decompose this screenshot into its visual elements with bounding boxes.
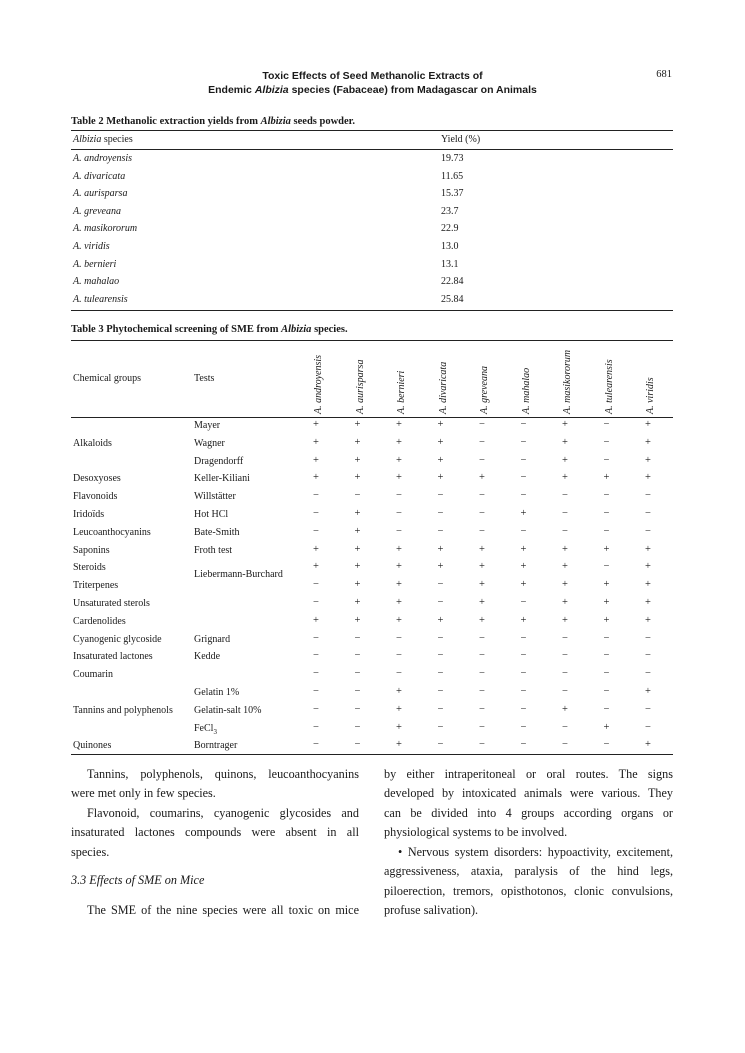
table3-mid-rule [71, 417, 673, 418]
caption-genus: Albizia [281, 324, 312, 335]
table3-species-header: A. tulearensis [603, 359, 615, 414]
table3-mark-cell: − [354, 668, 361, 680]
table3-mark-cell: − [479, 508, 485, 519]
table3-group-cell: Iridoïds [73, 509, 105, 520]
text-line: Flavonoid, coumarins, cyanogenic glycosides and [87, 806, 359, 820]
table3-mark-cell: − [437, 668, 444, 680]
table3-mark-cell: + [645, 597, 651, 608]
table2-species-cell: A. bernieri [73, 258, 117, 270]
table3-mark-cell: + [313, 454, 319, 466]
table3-group-cell: Tannins and polyphenols [73, 704, 173, 716]
caption-text: Table 2 Methanolic extraction yields from [71, 116, 261, 127]
table3-mark-cell: + [520, 614, 527, 626]
table3-mark-cell: − [313, 490, 319, 502]
page-number: 681 [656, 69, 672, 80]
table3-mark-cell: − [354, 650, 361, 662]
table3-mark-cell: − [396, 490, 402, 502]
table3-mark-cell: − [313, 508, 319, 519]
table3-mark-cell: + [645, 454, 651, 466]
table3-mark-cell: − [313, 739, 319, 751]
table3-test-cell: Willstätter [194, 491, 236, 503]
table3-mark-cell: + [645, 561, 651, 573]
table3-mark-cell: + [479, 561, 485, 573]
table3-mark-cell: − [354, 721, 361, 733]
table3-mark-cell: + [562, 454, 568, 466]
table3-mark-cell: + [479, 543, 485, 555]
table3-mark-cell: + [313, 419, 319, 430]
text-line: insaturated lactones compounds were absent in all [71, 825, 359, 840]
table3-mark-cell: − [437, 650, 444, 662]
table3-mark-cell: − [520, 686, 527, 697]
table3-group-cell: Cyanogenic glycoside [73, 633, 162, 645]
table3-mark-cell: + [437, 436, 444, 448]
table3-top-rule [71, 340, 673, 341]
table3-group-cell: Cardenolides [73, 615, 126, 627]
table3-mark-cell: + [645, 686, 651, 697]
table3-mark-cell: − [396, 668, 402, 680]
table2-row [71, 257, 673, 275]
fecl-subscript: 3 [213, 727, 217, 736]
table3-mark-cell: − [520, 739, 527, 751]
table2-yield-cell: 22.84 [441, 276, 464, 288]
table3-mark-cell: − [354, 632, 361, 644]
table2-row [71, 204, 673, 222]
table3-mark-cell: + [396, 739, 402, 751]
table3-mark-cell: − [396, 632, 402, 644]
table3-bottom-rule [71, 754, 673, 755]
table3-test-cell: Grignard [194, 633, 231, 645]
table3-group-cell: Leucoanthocyanins [73, 526, 151, 538]
table3-mark-cell: − [603, 436, 610, 448]
table3-group-cell: Coumarin [73, 669, 113, 681]
table2-species-cell: A. androyensis [73, 153, 133, 164]
table3-mark-cell: − [603, 650, 610, 662]
table3-mark-cell: − [520, 721, 527, 733]
table3-mark-cell: − [313, 686, 319, 697]
table3-species-header: A. bernieri [396, 370, 407, 414]
table3-mark-cell: + [396, 419, 402, 430]
table3-mark-cell: + [479, 597, 485, 608]
table3-mark-cell: + [479, 614, 485, 626]
table3-mark-cell: − [313, 668, 319, 680]
table3-caption [71, 324, 348, 335]
table3-mark-cell: − [479, 525, 485, 537]
table3-mark-cell: − [313, 650, 319, 662]
title-text: species (Fabaceae) from Madagascar on Animals [288, 84, 537, 96]
table3-mark-cell: − [603, 454, 610, 466]
table2-row [71, 292, 673, 310]
table3-test-cell: FeCl$_3$ [194, 722, 217, 736]
table3-mark-cell: + [645, 543, 651, 555]
table3-mark-cell: − [479, 650, 485, 662]
table3-group-cell: Flavonoids [73, 491, 118, 503]
table3-mark-cell: − [562, 739, 568, 751]
table2-species-cell: A. divaricata [73, 170, 126, 182]
table3-mark-cell: + [396, 703, 402, 715]
table3-mark-cell: + [396, 561, 402, 573]
text-line: developed by intoxicated animals were various. They [384, 786, 673, 801]
table2-yield-cell: 25.84 [441, 293, 464, 305]
text-line: aggressiveness, ataxia, paralysis of the hind legs, [384, 864, 673, 879]
table3-mark-cell: + [313, 472, 319, 484]
table3-mark-cell: + [645, 419, 651, 430]
table3-group-cell: Unsaturated sterols [73, 598, 150, 609]
table3-test-cell: Dragendorff [194, 455, 244, 467]
table3-mark-cell: − [603, 703, 610, 715]
table3-test-cell: Gelatin 1% [194, 687, 240, 698]
table3-mark-cell: + [437, 561, 444, 573]
table3-mark-cell: − [645, 632, 651, 644]
table3-mark-cell: − [437, 739, 444, 751]
table3-mark-cell: + [562, 436, 568, 448]
table3-mark-cell: − [520, 419, 527, 430]
table3-test-cell: Kedde [194, 651, 221, 663]
table3-group-cell: Desoxyoses [73, 473, 121, 485]
text-line: piloerection, tremors, opisthotonos, clonic convulsions, [384, 883, 673, 898]
table2-row [71, 274, 673, 292]
text-line: Tannins, polyphenols, quinons, leucoanthocyanins [87, 767, 359, 781]
table3-mark-cell: − [520, 650, 527, 662]
table3-mark-cell: − [603, 525, 610, 537]
table3-mark-cell: − [562, 525, 568, 537]
table3-mark-cell: − [645, 703, 651, 715]
table2-caption [71, 116, 355, 127]
table3-mark-cell: − [520, 490, 527, 502]
title-text: Endemic [208, 84, 255, 96]
caption-text: Table 3 Phytochemical screening of SME from [71, 324, 282, 335]
section-heading: 3.3 Effects of SME on Mice [71, 873, 205, 887]
table3-species-header: A. aurisparsa [354, 359, 366, 414]
table3-mark-cell: − [313, 525, 319, 537]
bullet-text: Nervous system disorders: hypoactivity, excitement, [407, 845, 673, 859]
table3-mark-cell: − [520, 703, 527, 715]
table3-mark-cell: − [479, 490, 485, 502]
table3-mark-cell: − [437, 703, 444, 715]
table3-test-cell: Hot HCl [194, 509, 229, 520]
table3-mark-cell: + [603, 597, 610, 608]
table2-col-yield: Yield (%) [441, 134, 481, 145]
table3-mark-cell: + [396, 614, 402, 626]
table3-mark-cell: + [479, 472, 485, 484]
table3-mark-cell: + [437, 614, 444, 626]
table3-mark-cell: − [479, 703, 485, 715]
table3-mark-cell: + [562, 543, 568, 555]
table3-mark-cell: − [520, 525, 527, 537]
table3-mark-cell: − [437, 579, 444, 591]
table3-mark-cell: − [354, 739, 361, 751]
table2-row [71, 151, 673, 169]
table3-mark-cell: − [603, 739, 610, 751]
table2-yield-cell: 13.1 [441, 258, 459, 270]
table3-mark-cell: + [396, 579, 402, 591]
running-title-line1: Toxic Effects of Seed Methanolic Extracts of [262, 70, 483, 82]
table2-col-species [73, 134, 133, 145]
table3-mark-cell: − [562, 632, 568, 644]
table2-header-row [71, 132, 673, 150]
running-title [120, 69, 625, 97]
table3-mark-cell: − [603, 508, 610, 519]
table3-mark-cell: + [603, 579, 610, 591]
table3-mark-cell: + [313, 436, 319, 448]
table3-mark-cell: + [562, 703, 568, 715]
table3-mark-cell: + [354, 436, 361, 448]
table3-group-cell: Saponins [73, 544, 110, 556]
table2-species-cell: A. greveana [73, 205, 121, 217]
left-paragraph-1 [71, 765, 359, 804]
table3-mark-cell: − [437, 597, 444, 608]
table3-species-header: A. divaricata [437, 361, 449, 414]
table3-test-cell: Bate-Smith [194, 526, 240, 538]
table3-mark-cell: − [479, 721, 485, 733]
table3-mark-cell: + [354, 454, 361, 466]
table3-mark-cell: − [313, 579, 319, 591]
table2-yield-cell: 11.65 [441, 170, 464, 182]
table3-group-cell: Alkaloids [73, 437, 112, 449]
table3-mark-cell: + [354, 508, 361, 519]
table3-group-cell: Quinones [73, 740, 112, 752]
table2-species-cell: A. aurisparsa [73, 188, 128, 200]
table3-mark-cell: + [396, 597, 402, 608]
table3-group-cell: Triterpenes [73, 580, 119, 592]
table3-mark-cell: − [603, 686, 610, 697]
table3-mark-cell: + [520, 579, 527, 591]
table3-mark-cell: + [396, 686, 402, 697]
table3-mark-cell: − [645, 490, 651, 502]
table2-top-rule [71, 130, 673, 131]
text-line: The SME of the nine species were all toxic on mice [87, 903, 359, 917]
table3-mark-cell: + [645, 472, 651, 484]
table2-yield-cell: 23.7 [441, 205, 459, 217]
table2-row [71, 221, 673, 239]
table3-species-header: A. viridis [645, 377, 656, 414]
table3-mark-cell: + [313, 543, 319, 555]
table3-mark-cell: − [479, 419, 485, 430]
table3-mark-cell: − [437, 508, 444, 519]
table3-mark-cell: − [437, 632, 444, 644]
table3-col-groups: Chemical groups [73, 373, 142, 384]
table3-mark-cell: − [562, 721, 568, 733]
table3-mark-cell: − [354, 703, 361, 715]
text-line [384, 843, 673, 862]
table3-mark-cell: − [645, 721, 651, 733]
table3-species-header: A. androyensis [313, 354, 324, 414]
table3-mark-cell: + [354, 472, 361, 484]
table3-mark-cell: + [603, 543, 610, 555]
table2-row [71, 169, 673, 187]
table3-mark-cell: + [645, 614, 651, 626]
table3-mark-cell: + [437, 454, 444, 466]
table3-mark-cell: − [313, 597, 319, 608]
table3-mark-cell: + [562, 597, 568, 608]
table3-mark-cell: − [603, 668, 610, 680]
table2-row [71, 239, 673, 257]
caption-genus: Albizia [260, 116, 291, 127]
table3-mark-cell: + [354, 579, 361, 591]
col-text: species [101, 134, 133, 145]
table3-mark-cell: + [645, 436, 651, 448]
table3-mark-cell: − [313, 721, 319, 733]
table3-mark-cell: − [520, 454, 527, 466]
table3-mark-cell: + [603, 614, 610, 626]
table3-mark-cell: − [645, 650, 651, 662]
table3-mark-cell: + [603, 721, 610, 733]
table3-mark-cell: + [396, 721, 402, 733]
table2-yield-cell: 13.0 [441, 241, 459, 252]
col-genus: Albizia [73, 134, 102, 145]
table2-yield-cell: 19.73 [441, 153, 464, 164]
table3-mark-cell: − [313, 703, 319, 715]
table3-mark-cell: + [313, 561, 319, 573]
table3-mark-cell: + [396, 454, 402, 466]
table3-mark-cell: − [354, 686, 361, 697]
table3-mark-cell: + [313, 614, 319, 626]
table3-mark-cell: − [562, 490, 568, 502]
table3-mark-cell: + [562, 472, 568, 484]
table3-mark-cell: − [437, 686, 444, 697]
table3-mark-cell: − [603, 561, 610, 573]
table3-test-cell: Borntrager [194, 740, 238, 752]
left-paragraph-2 [71, 804, 359, 862]
table3-mark-cell: + [645, 579, 651, 591]
table2-yield-cell: 15.37 [441, 188, 464, 200]
table3-mark-cell: − [354, 490, 361, 502]
table3-test-cell: Keller-Kiliani [194, 473, 250, 485]
table3-mark-cell: − [520, 436, 527, 448]
table3-mark-cell: + [562, 614, 568, 626]
right-paragraph-1 [384, 765, 673, 842]
table3-mark-cell: + [354, 525, 361, 537]
table3-mark-cell: − [520, 668, 527, 680]
caption-text: seeds powder. [290, 116, 355, 127]
table3-mark-cell: + [437, 543, 444, 555]
table3-mark-cell: − [562, 686, 568, 697]
table3-col-tests: Tests [194, 373, 215, 384]
table2-row [71, 186, 673, 204]
table2-yield-cell: 22.9 [441, 223, 459, 235]
table2-mid-rule [71, 149, 673, 150]
table3-mark-cell: + [520, 543, 527, 555]
table3-mark-cell: + [520, 561, 527, 573]
table3-mark-cell: + [396, 472, 402, 484]
table3-mark-cell: + [562, 419, 568, 430]
table2-species-cell: A. masikororum [73, 223, 138, 235]
table3-mark-cell: − [562, 668, 568, 680]
table2-species-cell: A. mahalao [73, 276, 120, 288]
table3-mark-cell: + [562, 561, 568, 573]
table3-mark-cell: + [645, 739, 651, 751]
table3-mark-cell: − [562, 650, 568, 662]
table3-mark-cell: + [396, 543, 402, 555]
table3-mark-cell: + [437, 472, 444, 484]
table3-mark-cell: + [479, 579, 485, 591]
table3-liebermann-test: Liebermann-Burchard [194, 569, 283, 580]
table3-mark-cell: + [437, 419, 444, 430]
running-title-line2 [120, 83, 625, 97]
table3-mark-cell: − [479, 668, 485, 680]
table3-test-cell: Gelatin-salt 10% [194, 704, 262, 716]
table3-mark-cell: − [520, 597, 527, 608]
table2-species-cell: A. viridis [73, 241, 110, 252]
table3-mark-cell: − [479, 739, 485, 751]
table3-mark-cell: − [603, 419, 610, 430]
table3-test-cell: Mayer [194, 420, 221, 431]
table3-mark-cell: + [354, 614, 361, 626]
title-genus: Albizia [254, 84, 289, 96]
table3-group-cell: Insaturated lactones [73, 651, 153, 663]
table3-mark-cell: − [645, 668, 651, 680]
table3-mark-cell: + [354, 543, 361, 555]
table3-mark-cell: − [437, 525, 444, 537]
table2-bottom-rule [71, 310, 673, 311]
table3-mark-cell: − [520, 472, 527, 484]
table3-mark-cell: − [396, 650, 402, 662]
bullet-icon: • [398, 845, 403, 859]
caption-text: species. [311, 324, 348, 335]
table3-mark-cell: − [396, 508, 402, 519]
table3-mark-cell: + [354, 561, 361, 573]
table3-group-cell: Steroids [73, 562, 106, 574]
text-line: physiological systems to be involved. [384, 824, 568, 839]
table3-mark-cell: − [313, 632, 319, 644]
table3-test-cell: Froth test [194, 544, 233, 556]
table3-species-header: A. mahalao [520, 367, 532, 414]
table3-mark-cell: − [479, 436, 485, 448]
table3-mark-cell: + [354, 419, 361, 430]
right-bullet-paragraph [384, 843, 673, 920]
table3-species-header: A. masikororum [562, 349, 573, 414]
table3-test-cell: Wagner [194, 437, 225, 449]
table3-species-header: A. greveana [479, 366, 490, 414]
table3-mark-cell: + [354, 597, 361, 608]
table2-species-cell: A. tulearensis [73, 293, 128, 305]
table3-mark-cell: + [562, 579, 568, 591]
left-paragraph-3 [71, 901, 359, 920]
table3-mark-cell: − [603, 490, 610, 502]
table3-mark-cell: − [645, 525, 651, 537]
text-line: by either intraperitoneal or oral routes. The signs [384, 767, 673, 781]
table3-mark-cell: − [479, 454, 485, 466]
text-line: were met only in few species. [71, 786, 216, 801]
text-line: species. [71, 844, 110, 859]
table3-mark-cell: − [437, 490, 444, 502]
table3-mark-cell: − [479, 686, 485, 697]
table3-mark-cell: + [520, 508, 527, 519]
table3-mark-cell: − [603, 632, 610, 644]
table3-mark-cell: − [562, 508, 568, 519]
table3-mark-cell: − [520, 632, 527, 644]
table3-mark-cell: − [396, 525, 402, 537]
table3-mark-cell: − [479, 632, 485, 644]
table3-mark-cell: + [603, 472, 610, 484]
text-line: can be divided into 4 groups according organs or [384, 805, 673, 820]
text-line: profuse salivation). [384, 902, 479, 917]
table3-mark-cell: − [437, 721, 444, 733]
table3-mark-cell: − [645, 508, 651, 519]
table3-mark-cell: + [396, 436, 402, 448]
